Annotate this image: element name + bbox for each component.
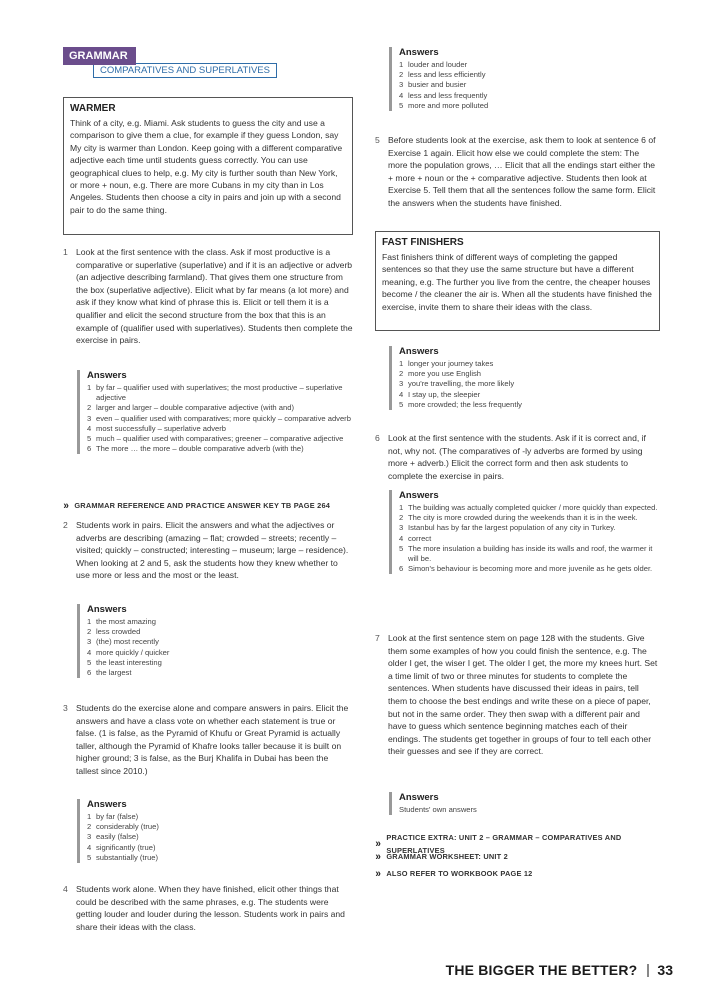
section-tag <box>63 47 277 78</box>
answer-item: 2 The city is more crowded during the weekends than it is in the week. <box>399 513 638 523</box>
exercise-3: 3 Students do the exercise alone and compare answers in pairs. Elicit the answers and have a class vote on whether each statement is true or false. (1 is false, as the Pyramid of Khufu or Great Pyramid is actually taller, although the Pyramid of Khafre looks taller because it is built on higher ground; 3 is false, as the Burj Khalifa in Dubai has been the tallest since 2010.) <box>63 702 353 778</box>
page-footer <box>446 964 673 977</box>
warmer-text: Think of a city, e.g. Miami. Ask students to guess the city and use a comparison to give them a clue, for example if they guess London, say My city is warmer than London. Keep going with a different comparative adjective each time until students guess correctly. You can use geographical clues to help, e.g. My city is further south than New York, or more + noun, e.g. There are more Cubans in my city than in Los Angeles. Students then choose a city in pairs and join up with a second pair to do the same thing. <box>70 118 343 215</box>
exercise-4: 4 Students work alone. When they have finished, elicit other things that could be described with the same phrases, e.g. The students were getting louder and louder during the lesson. Students work in pairs and share their ideas with the class. <box>63 883 353 933</box>
answer-item: 4 significantly (true) <box>87 842 156 852</box>
answer-item: 3 easily (false) <box>87 832 139 842</box>
page-number: 33 <box>647 964 673 977</box>
ref-practice-extra[interactable]: » PRACTICE EXTRA: UNIT 2 – GRAMMAR – COMPARATIVES AND SUPERLATIVES <box>375 833 622 855</box>
answers-5-list <box>399 359 660 410</box>
warmer-title: WARMER <box>70 103 116 114</box>
answer-item: 5 much – qualifier used with comparatives; greener – comparative adjective <box>87 434 344 444</box>
section-label: GRAMMAR <box>63 47 136 65</box>
warmer-box <box>63 97 353 235</box>
answer-item: 4 more quickly / quicker <box>87 647 170 657</box>
exercise-2-text: Students work in pairs. Elicit the answers and what the adjectives or adverbs are describing (amazing – flat; crowded – streets; recently – visited; quickly – constructed; interesting – museum; large – residence). When looking at 2 and 5, ask the students how they knew whether to use more or less and the most or the least. <box>76 520 349 581</box>
answer-item: 5 substantially (true) <box>87 852 159 862</box>
answer-item: 3 even – qualifier used with comparatives; more quickly – comparative adverb <box>87 413 351 423</box>
chevron-right-icon: » <box>375 868 382 880</box>
answers-4: Answers 1 louder and louder 2 less and less efficiently 3 busier and busier 4 less and less frequently 5 more and more polluted <box>389 47 660 111</box>
answer-item: 4 I stay up, the sleepier <box>399 389 481 399</box>
answer-item: 1 by far (false) <box>87 812 139 821</box>
ref-workbook[interactable]: » ALSO REFER TO WORKBOOK PAGE 12 <box>375 868 533 880</box>
exercise-1: 1 Look at the first sentence with the class. Ask if most productive is a comparative or superlative (superlative) and if it is an adjective or adverb (an adjective describing farmland). That gives them one structure from the box (superlative adjective). Elicit what by far means (a lot more) and ask if they know what kind of phrase this is. Elicit or tell them it is a qualifier and elicit the second structure from the box that this is an example of (qualifier used with superlatives). Students then complete the exercise in pairs. <box>63 247 353 346</box>
answer-item: 4 correct <box>399 533 432 543</box>
exercise-3-text: Students do the exercise alone and compare answers in pairs. Elicit the answers and have a class vote on whether each statement is true or false. (1 is false, as the Pyramid of Khufu or Great Pyramid is actually taller, although the Pyramid of Khafre looks taller because it is built on higher ground; 3 is false, as the Burj Khalifa in Dubai has been the tallest since 2010.) <box>76 703 349 776</box>
answers-6: Answers 1 The building was actually completed quicker / more quickly than expected. 2 The city is more crowded during the weekends than it is in the week. 3 Istanbul has by far the largest population of any city in Turkey. 4 correct 5 The more insulation a building has inside its walls and roof, the warmer it will be. 6 Simon's behaviour is becoming more and more juvenile as he gets older. <box>389 490 660 574</box>
answers-3: Answers 1 by far (false) 2 considerably (true) 3 easily (false) 4 significantly (true) 5 substantially (true) <box>77 799 353 863</box>
exercise-1-text: Look at the first sentence with the class. Ask if most productive is a comparative or superlative (superlative) and if it is an adjective or adverb (an adjective describing farmland). That gives them one structure from the box (superlative adjective). Elicit what by far means (a lot more) and ask if they know what kind of phrase this is. Elicit or tell them it is a qualifier and elicit the second structure from the box that this is an example of (qualifier used with superlatives). Students then complete the exercise in pairs. <box>76 247 353 346</box>
exercise-6-text: Look at the first sentence with the students. Ask if it is correct and, if not, why not. (The comparatives of -ly adverbs are formed by using more + adverb.) Elicit the correct form and then ask students to complete the exercise in pairs. <box>388 433 646 481</box>
exercise-7-text: Look at the first sentence stem on page 128 with the students. Give them some examples of how you could finish the sentence, e.g. The older I get, the wiser I get. The older I get, the more my knees hurt. Set a time limit of two or three minutes for students to complete the sentences. When students have discussed their ideas in pairs, tell them to choose the best endings and write these on a piece of paper, but not in the same order. They then swap with a different pair and have to guess which sentence beginning matches each of their endings. The students get together in groups of four to tell each other their guesses and see if they are correct. <box>388 633 658 757</box>
answers-2: Answers 1 the most amazing 2 less crowded 3 (the) most recently 4 more quickly / quicker 5 the least interesting 6 the largest <box>77 604 353 678</box>
exercise-6: 6 Look at the first sentence with the students. Ask if it is correct and, if not, why not. (The comparatives of -ly adverbs are formed by using more + adverb.) Elicit the correct form and then ask students to complete the exercise in pairs. <box>375 432 660 482</box>
answer-item: 6 Simon's behaviour is becoming more and more juvenile as he gets older. <box>399 564 653 574</box>
answer-item: 3 you're travelling, the more likely <box>399 379 515 389</box>
answer-item: 5 more and more polluted <box>399 100 489 110</box>
answer-item: 5 more crowded; the less frequently <box>399 399 522 409</box>
answer-item: 1 by far – qualifier used with superlatives; the most productive – superlative adjective <box>87 383 343 403</box>
answer-item: 4 less and less frequently <box>399 90 488 100</box>
fast-finishers-box <box>375 231 660 331</box>
answer-item: 1 The building was actually completed quicker / more quickly than expected. <box>399 503 658 512</box>
answers-7: Answers Students' own answers <box>389 792 660 815</box>
exercise-5-text: Before students look at the exercise, ask them to look at sentence 6 of Exercise 1 again. Elicit how else we could complete the stem: The more the population grows, … Elicit that all the endings start either the + more + noun or the + comparative adjective. Students then look at Exercise 5. Tell them that all the sentences follow the same form. Elicit the answers when the students have finished. <box>388 135 656 208</box>
ref-grammar-worksheet[interactable]: » GRAMMAR WORKSHEET: UNIT 2 <box>375 851 508 863</box>
answer-item: 4 most successfully – superlative adverb <box>87 423 226 433</box>
ref-grammar-reference[interactable]: » GRAMMAR REFERENCE AND PRACTICE ANSWER KEY TB PAGE 264 <box>63 500 331 512</box>
fast-finishers-text: Fast finishers think of different ways of completing the gapped sentences so that they use the same structure but have a different meaning, e.g. The further you live from the centre, the cheaper houses become / the cleaner the air is. When all the students have finished the exercise, invite them to share their ideas with the class. <box>382 252 652 312</box>
answer-item: 2 considerably (true) <box>87 822 159 832</box>
unit-title: THE BIGGER THE BETTER? <box>445 962 638 978</box>
answers-6-list <box>399 503 660 574</box>
exercise-2: 2 Students work in pairs. Elicit the answers and what the adjectives or adverbs are describing (amazing – flat; crowded – streets; recently – visited; quickly – constructed; interesting – museum; large – residence). When looking at 2 and 5, ask the students how they knew whether to use more or less and the most or the least. <box>63 519 353 582</box>
answers-1-list <box>87 383 353 454</box>
exercise-7: 7 Look at the first sentence stem on page 128 with the students. Give them some examples of how you could finish the sentence, e.g. The older I get, the wiser I get. The older I get, the more my knees hurt. Set a time limit of two or three minutes for students to complete the sentences. When students have discussed their ideas in pairs, tell them to choose the best endings and write these on a piece of paper, but not in the same order. They then swap with a different pair and have to guess which sentence beginning matches each of their endings. The students get together in groups of four to tell each other their guesses and see if they are correct. <box>375 632 660 758</box>
fast-finishers-title: FAST FINISHERS <box>382 237 464 248</box>
answer-item: 5 the least interesting <box>87 657 162 667</box>
answer-item: 2 less and less efficiently <box>399 70 486 80</box>
answers-1: Answers 1 by far – qualifier used with superlatives; the most productive – superlative adjective 2 larger and larger – double comparative adjective (with and) 3 even – qualifier used with comparatives; more quickly – comparative adverb 4 most successfully – superlative adverb 5 much – qualifier used with comparatives; greener – comparative adjective 6 The more … the more – double comparative adverb (with the) <box>77 370 353 454</box>
answer-item: 6 the largest <box>87 668 132 678</box>
answer-item: 3 (the) most recently <box>87 637 159 647</box>
subsection-label: COMPARATIVES AND SUPERLATIVES <box>93 63 277 78</box>
answer-item: 1 longer your journey takes <box>399 359 494 368</box>
answers-5: Answers 1 longer your journey takes 2 more you use English 3 you're travelling, the more likely 4 I stay up, the sleepier 5 more crowded; the less frequently <box>389 346 660 410</box>
answer-item: 2 less crowded <box>87 627 141 637</box>
answer-item: 3 Istanbul has by far the largest population of any city in Turkey. <box>399 523 616 533</box>
exercise-4-text: Students work alone. When they have finished, elicit other things that could be described with the same phrases, e.g. The students were getting louder and louder during the lesson. Students work in pairs and share their ideas with the class. <box>76 884 345 932</box>
chevron-right-icon: » <box>375 838 382 851</box>
answer-item: 1 the most amazing <box>87 617 156 626</box>
exercise-5: 5 Before students look at the exercise, ask them to look at sentence 6 of Exercise 1 again. Elicit how else we could complete the stem: The more the population grows, … Elicit that all the endings start either the + more + noun or the + comparative adjective. Students then look at Exercise 5. Tell them that all the sentences follow the same form. Elicit the answers when the students have finished. <box>375 134 660 210</box>
answers-3-list <box>87 812 353 863</box>
answer-item: 2 more you use English <box>399 369 482 379</box>
answer-item: 2 larger and larger – double comparative adjective (with and) <box>87 403 294 413</box>
answer-item: 3 busier and busier <box>399 80 467 90</box>
answers-2-list <box>87 617 353 678</box>
answers-4-list <box>399 60 660 111</box>
answer-item: 5 The more insulation a building has inside its walls and roof, the warmer it will be. <box>399 543 653 564</box>
chevron-right-icon: » <box>375 851 382 863</box>
chevron-right-icon: » <box>63 500 70 512</box>
answer-item: 6 The more … the more – double comparative adverb (with the) <box>87 444 304 454</box>
answers-7-text: Students' own answers <box>399 805 477 814</box>
answer-item: 1 louder and louder <box>399 60 468 69</box>
